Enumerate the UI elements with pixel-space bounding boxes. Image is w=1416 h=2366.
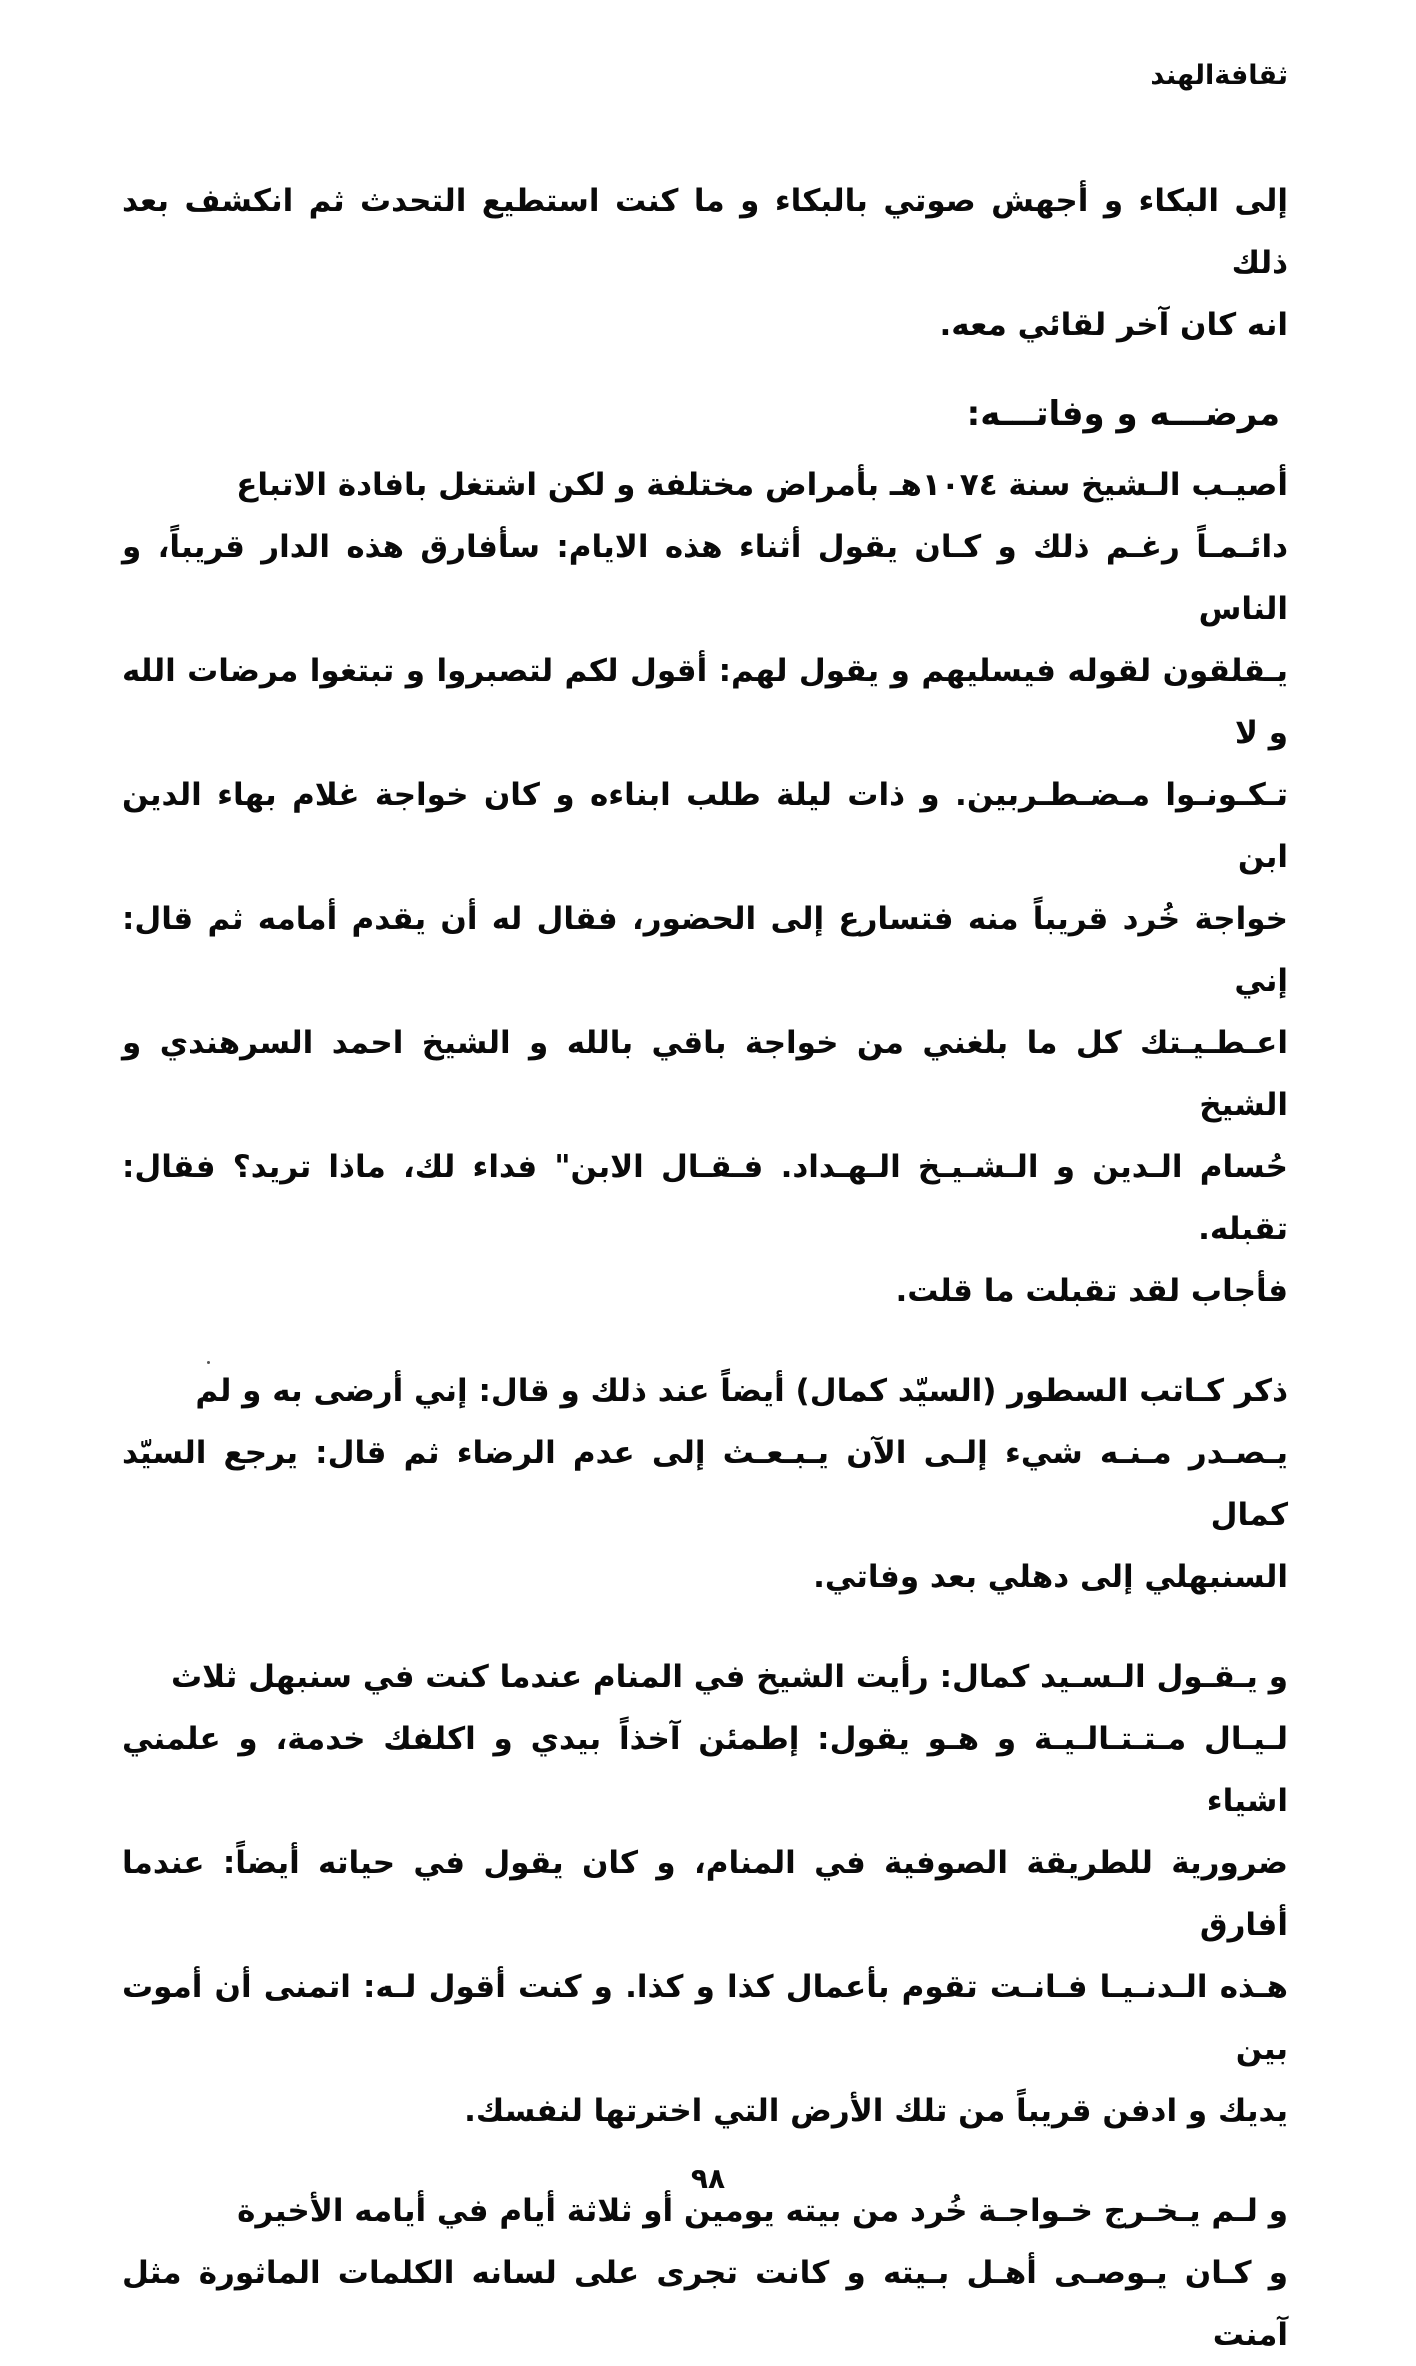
body-text — [122, 170, 1288, 2366]
running-header-title: ثقافةالهند — [1150, 60, 1288, 91]
section-heading: مرضـــه و وفاتـــه: — [966, 394, 1280, 434]
scan-speck — [207, 1361, 210, 1364]
paragraph-dream: و يـقـول الـسـيد كمال: رأيت الشيخ في المنام عندما كنت في سنبهل ثلاث لـيـال مـتـتـالـيـة و هـو يقول: إطمئن آخذاً بيدي و اكلفك خدمة، و علمني اشياء ضرورية للطريقة الصوفية في المنام، و كان يقول في حياته أيضاً: عندما أفارق هـذه الـدنـيـا فـانـت تقوم بأعمال كذا و كذا. و كنت أقول لـه: اتمنى أن أموت بين يديك و ادفن قريباً من تلك الأرض التي اخترتها لنفسك. — [122, 1659, 1288, 2129]
paragraph-sayyid-kamal: ذكر كـاتب السطور (السيّد كمال) أيضاً عند ذلك و قال: إني أرضى به و لم يـصـدر مـنـه شيء إلـى الآن يـبـعـث إلى عدم الرضاء ثم قال: يرجع السيّد كمال السنبهلي إلى دهلي بعد وفاتي. — [122, 1373, 1288, 1595]
paragraph-last-days: و لـم يـخـرج خـواجـة خُرد من بيته يومين أو ثلاثة أيام في أيامه الأخيرة و كـان يـوصـى أهـل بـيته و كانت تجرى على لسانه الكلمات الماثورة مثل آمنت — [122, 2193, 1288, 2353]
paragraph-continuation: إلى البكاء و أجهش صوتي بالبكاء و ما كنت استطيع التحدث ثم انكشف بعد ذلك انه كان آخر لقائي معه. — [122, 183, 1288, 343]
paragraph-illness: أصيـب الـشيخ سنة ١٠٧٤هـ بأمراض مختلفة و لكن اشتغل بافادة الاتباع دائـمـاً رغـم ذلك و كـان يقول أثناء هذه الايام: سأفارق هذه الدار قريباً، و الناس يـقلقون لقوله فيسليهم و يقول لهم: أقول لكم لتصبروا و تبتغوا مرضات الله و لا تـكـونـوا مـضـطـربين. و ذات ليلة طلب ابناءه و كان خواجة غلام بهاء الدين ابن خواجة خُرد قريباً منه فتسارع إلى الحضور، فقال له أن يقدم أمامه ثم قال: إني اعـطـيـتك كل ما بلغني من خواجة باقي بالله و الشيخ احمد السرهندي و الشيخ حُسام الـدين و الـشـيـخ الـهـداد. فـقـال الابن" فداء لك، ماذا تريد؟ فقال: تقبله. فأجاب لقد تقبلت ما قلت. — [122, 467, 1288, 1309]
page-number: ٩٨ — [690, 2162, 726, 2195]
